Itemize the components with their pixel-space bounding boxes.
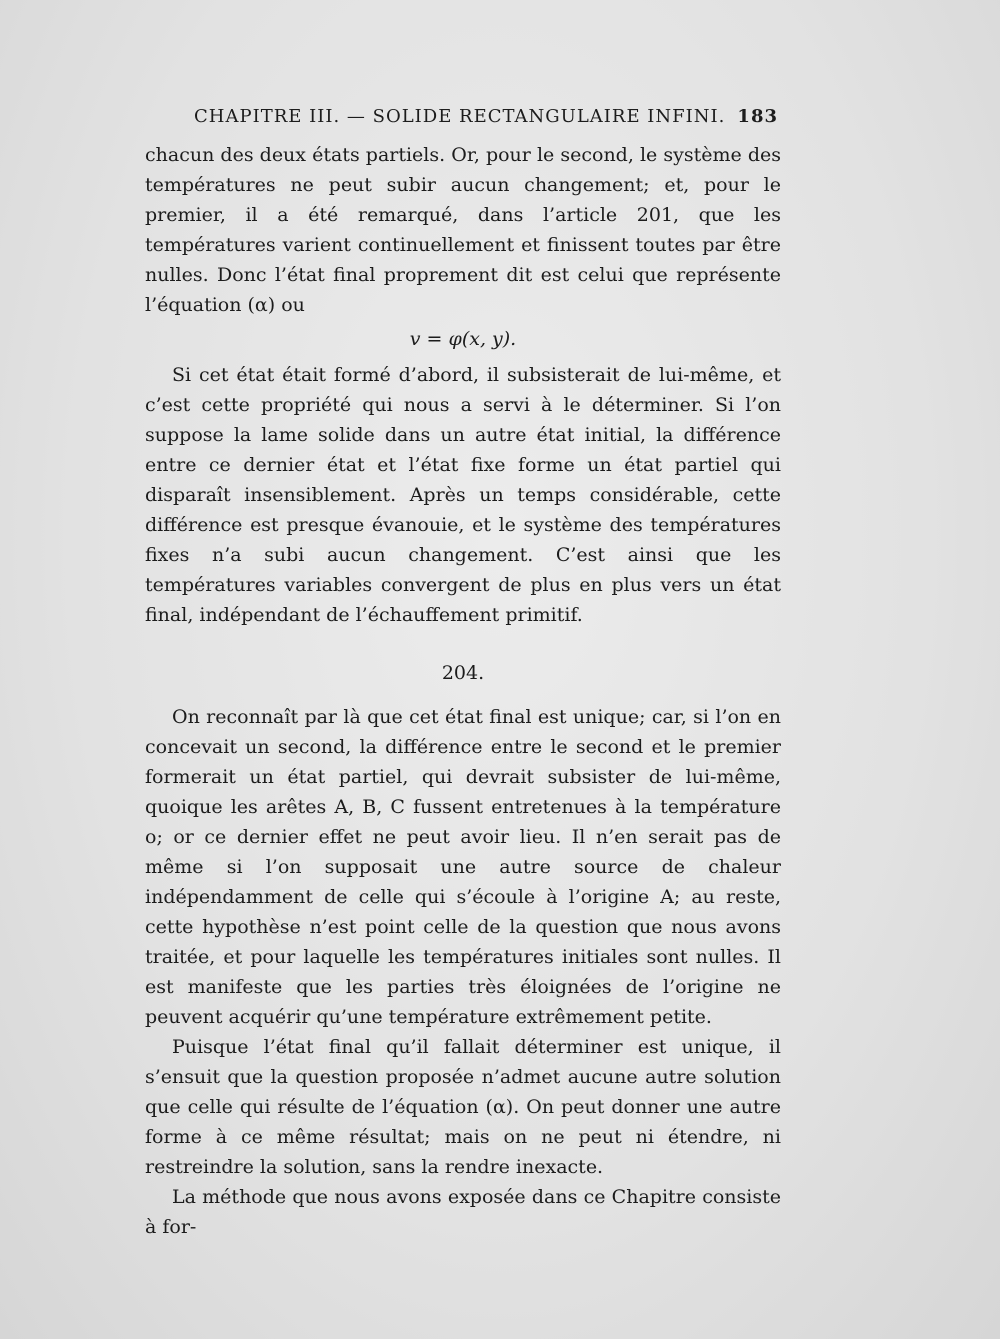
- chapter-title: CHAPITRE III. — SOLIDE RECTANGULAIRE INFINI.: [194, 106, 726, 127]
- equation: v = φ(x, y).: [409, 328, 517, 350]
- paragraph: Si cet état était formé d’abord, il subsisterait de lui-même, et c’est cette propriété qui nous a servi à le déterminer. Si l’on suppose la lame solide dans un autre état initial, la différence entre ce dernier état et l’état fixe forme un état partiel qui disparaît insensiblement. Après un temps considérable, cette différence est presque évanouie, et le système des températures fixes n’a subi aucun changement. C’est ainsi que les températures variables convergent de plus en plus vers un état final, indépendant de l’échauffement primitif.: [145, 364, 781, 626]
- paragraph: Puisque l’état final qu’il fallait déterminer est unique, il s’ensuit que la question proposée n’admet aucune autre solution que celle qui résulte de l’équation (α). On peut donner une autre forme à ce même résultat; mais on ne peut ni étendre, ni restreindre la solution, sans la rendre inexacte.: [145, 1036, 781, 1178]
- paragraph: La méthode que nous avons exposée dans ce Chapitre consiste à for-: [145, 1186, 781, 1238]
- page-number: 183: [737, 106, 778, 127]
- paragraph: chacun des deux états partiels. Or, pour le second, le système des températures ne peut subir aucun changement; et, pour le premier, il a été remarqué, dans l’article 201, que les températures varient continuellement et finissent toutes par être nulles. Donc l’état final proprement dit est celui que représente l’équation (α) ou: [145, 144, 781, 316]
- body-text: [145, 140, 781, 1242]
- paragraph: On reconnaît par là que cet état final est unique; car, si l’on en concevait un second, la différence entre le second et le premier formerait un état partiel, qui devrait subsister de lui-même, quoique les arêtes A, B, C fussent entretenues à la température o; or ce dernier effet ne peut avoir lieu. Il n’en serait pas de même si l’on supposait une autre source de chaleur indépendamment de celle qui s’écoule à l’origine A; au reste, cette hypothèse n’est point celle de la question que nous avons traitée, et pour laquelle les températures initiales sont nulles. Il est manifeste que les parties très éloignées de l’origine ne peuvent acquérir qu’une température extrêmement petite.: [145, 706, 781, 1028]
- section-number: 204.: [441, 662, 485, 684]
